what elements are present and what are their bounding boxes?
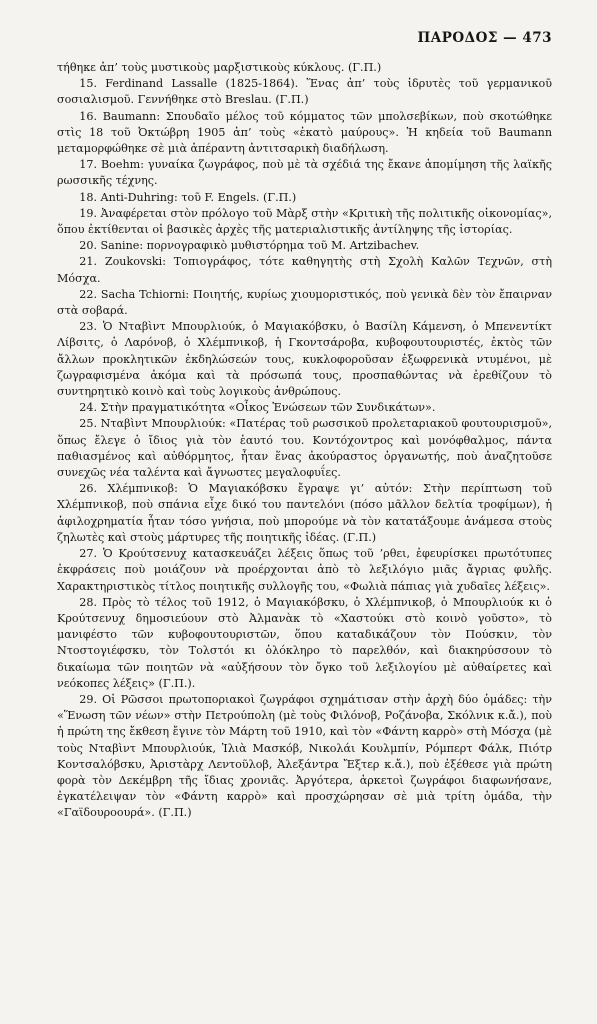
endnote-19: 19. Ἀναφέρεται στὸν πρόλογο τοῦ Μὰρξ στὴν «Κριτικὴ τῆς πολιτικῆς οἰκονομίας», ὅπου ἐκτίθενται οἱ βασικὲς ἀρχὲς τῆς ματεριαλιστικῆς ἀντίληψης τῆς ἱστορίας. xyxy=(57,206,552,237)
endnote-28: 28. Πρὸς τὸ τέλος τοῦ 1912, ὁ Μαγιακόβσκυ, ὁ Χλέμπνικοβ, ὁ Μπουρλιούκ κι ὁ Κρούτσενυχ δημοσιεύουν στὸ Ἀλμανὰκ τὸ «Χαστούκι στὸ κοινὸ γοῦστο», τὸ μανιφέστο τῶν κυβοφουτουριστῶν, ὅπου καταδικάζουν τὸν Πούσκιν, τὸν Ντοστογιέφσκυ, τὸν Τολστόι κι ὁλόκληρο τὸ παρελθόν, καὶ διακηρύσσουν τὸ δικαίωμα τῶν ποιητῶν νὰ «αὐξήσουν τὸν ὄγκο τοῦ λεξιλογίου μὲ αὐθαίρετες καὶ νεόκοπες λέξεις» (Γ.Π.). xyxy=(57,595,552,690)
endnote-29: 29. Οἱ Ρῶσσοι πρωτοποριακοὶ ζωγράφοι σχημάτισαν στὴν ἀρχὴ δύο ὁμάδες: τὴν «Ἕνωση τῶν νέων» στὴν Πετρούπολη (μὲ τοὺς Φιλόνοβ, Ροζάνοβα, Σκόλνικ κ.ἄ.), ποὺ ἡ πρώτη της ἔκθεση ἔγινε τὸν Μάρτη τοῦ 1910, καὶ τὸν «Φάντη καρρὸ» στὴ Μόσχα (μὲ τοὺς Νταβὶντ Μπουρλιούκ, Ἰλιὰ Μασκόβ, Νικολάι Κουλμπίν, Ρόμπερτ Φάλκ, Πιότρ Κοντσαλόβσκυ, Ἀριστὰρχ Λεντοῦλοβ, Ἀλεξάντρα Ἔξτερ κ.ἄ.), ποὺ ἐξέθεσε γιὰ πρώτη φορὰ τὸν Δεκέμβρη τῆς ἴδιας χρονιᾶς. Ἀργότερα, ἀρκετοὶ ζωγράφοι διαφωνήσανε, ἐγκατέλειψαν τὸν «Φάντη καρρὸ» καὶ προσχώρησαν σὲ μιὰ τρίτη ὁμάδα, τὴν «Γαϊδουροουρά». (Γ.Π.) xyxy=(57,692,552,820)
endnote-20: 20. Sanine: πορνογραφικὸ μυθιστόρημα τοῦ M. Artzibachev. xyxy=(79,239,420,253)
endnote-17: 17. Boehm: γυναίκα ζωγράφος, ποὺ μὲ τὰ σχέδιά της ἔκανε ἀπομίμηση τῆς λαϊκῆς ρωσσικῆς τέχνης. xyxy=(57,158,552,188)
endnote-18: 18. Anti-Duhring: τοῦ F. Engels. (Γ.Π.) xyxy=(79,190,297,204)
endnote-15: 15. Ferdinand Lassalle (1825-1864). Ἕνας ἀπ’ τοὺς ἱδρυτὲς τοῦ γερμανικοῦ σοσιαλισμοῦ. Γεννήθηκε στὸ Breslau. (Γ.Π.) xyxy=(57,77,552,107)
endnote-21: 21. Zoukovski: Τοπιογράφος, τότε καθηγητὴς στὴ Σχολὴ Καλῶν Τεχνῶν, στὴ Μόσχα. xyxy=(57,255,552,285)
endnote-26: 26. Χλέμπνικοβ: Ὁ Μαγιακόβσκυ ἔγραψε γι’ αὐτόν: Στὴν περίπτωση τοῦ Χλέμπνικοβ, ποὺ σπάνια εἶχε δικό του παντελόνι (πόσο μᾶλλον δελτία τροφίμων), ἡ ἀφιλοχρηματία ἦταν τόσο γνήσια, ποὺ μπορούμε νὰ τὸν κατατάξουμε ἀνάμεσα στοὺς ζηλωτὲς καὶ στοὺς μάρτυρες τῆς ποιητικῆς ἰδέας. (Γ.Π.) xyxy=(57,482,552,544)
endnote-24: 24. Στὴν πραγματικότητα «Οἶκος Ἑνώσεων τῶν Συνδικάτων». xyxy=(79,401,436,415)
endnote-27: 27. Ὁ Κρούτσενυχ κατασκευάζει λέξεις ὅπως τοῦ ’ρθει, ἐφευρίσκει πρωτότυπες ἐκφράσεις ποὺ μοιάζουν νὰ προέρχονται ἀπὸ τὸ λεξιλόγιο μιᾶς ἄγριας φυλῆς. Χαρακτηριστικὸς τίτλος ποιητικῆς συλλογῆς του, «Φωλιὰ πάπιας γιὰ χυδαῖες λέξεις». xyxy=(57,547,552,593)
endnote-16: 16. Baumann: Σπουδαῖο μέλος τοῦ κόμματος τῶν μπολσεβίκων, ποὺ σκοτώθηκε στὶς 18 τοῦ Ὀκτώβρη 1905 ἀπ’ τοὺς «ἑκατὸ μαύρους». Ἡ κηδεία τοῦ Baumann μεταμορφώθηκε σὲ μιὰ ἀπέραντη ἀντιτσαρικὴ διαδήλωση. xyxy=(57,109,552,156)
endnote-25: 25. Νταβὶντ Μπουρλιούκ: «Πατέρας τοῦ ρωσσικοῦ προλεταριακοῦ φουτουρισμοῦ», ὅπως ἔλεγε ὁ ἴδιος γιὰ τὸν ἑαυτό του. Κοντόχοντρος καὶ μονόφθαλμος, πάντα παθιασμένος καὶ αὐθόρμητος, ἦταν ἕνας ἀκούραστος ὀργανωτής, ποὺ ἀναζητοῦσε συνεχῶς νέα ταλέντα καὶ ἄγνωστες μεγαλοφυΐες. xyxy=(57,417,552,480)
running-head: ΠΑΡΟΔΟΣ — 473 xyxy=(417,30,552,46)
endnotes xyxy=(57,60,552,822)
endnote-23: 23. Ὁ Νταβὶντ Μπουρλιούκ, ὁ Μαγιακόβσκυ, ὁ Βασίλη Κάμενση, ὁ Μπενεντίκτ Λίβσιτς, ὁ Λαρόνοβ, ὁ Χλέμπνικοβ, ἡ Γκοντσάροβα, κυβοφουτουριστές, ἐκτὸς τῶν ἄλλων προκλητικῶν ἐκδηλώσεών τους, κυκλοφοροῦσαν ἐξωφρενικὰ ντυμένοι, μὲ ζωγραφισμένα ἀκόμα καὶ τὰ πρόσωπά τους, προσπαθώντας νὰ ἐρεθίζουν τὸ συντηρητικὸ κοινὸ καὶ τοὺς λογικοὺς ἀνθρώπους. xyxy=(57,320,552,399)
endnote-22: 22. Sacha Tchiorni: Ποιητής, κυρίως χιουμοριστικός, ποὺ γενικὰ δὲν τὸν ἔπαιρναν στὰ σοβαρά. xyxy=(57,287,552,318)
endnote-14-continuation: τήθηκε ἀπ’ τοὺς μυστικοὺς μαρξιστικοὺς κύκλους. (Γ.Π.) xyxy=(57,61,382,74)
book-page xyxy=(57,30,552,822)
